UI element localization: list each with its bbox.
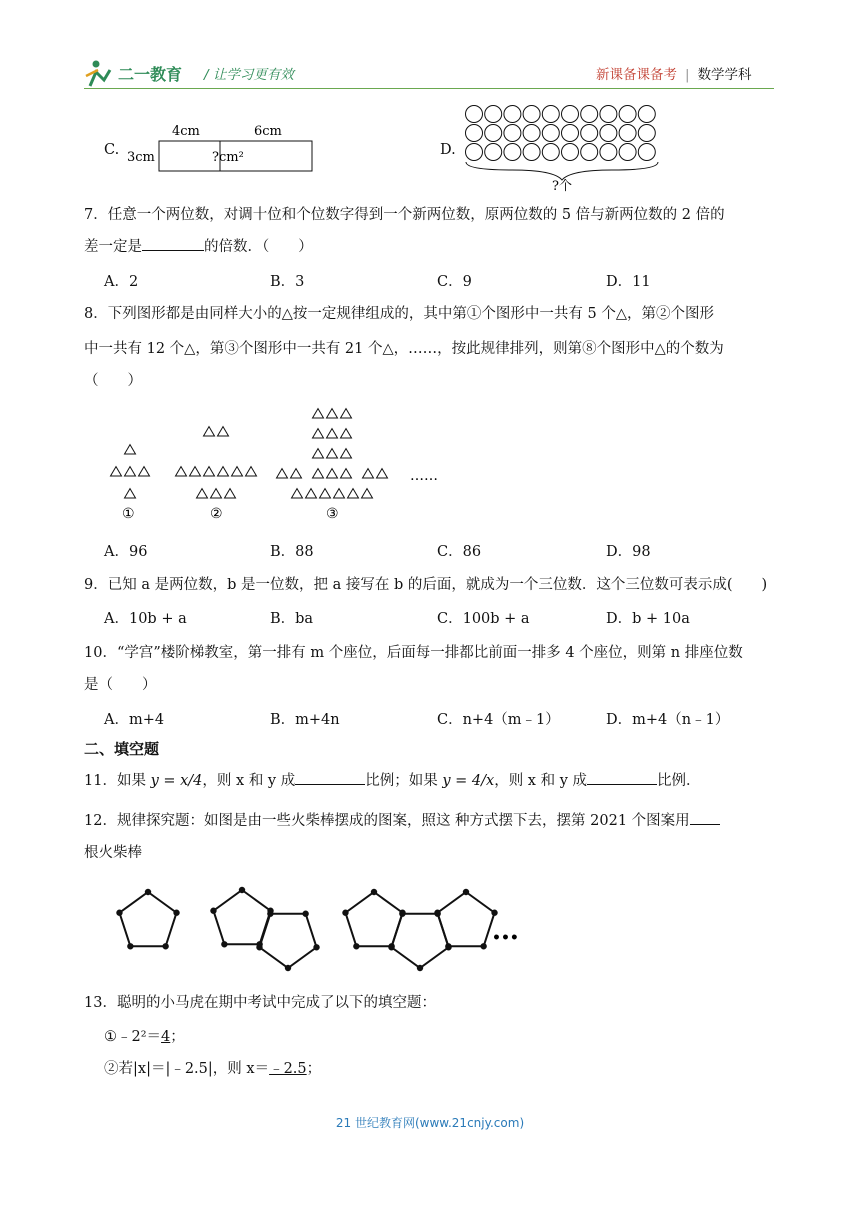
q12-matchstick-joint xyxy=(173,910,179,916)
q9-option-d: D．b + 10a xyxy=(606,611,690,627)
q6-d-circle xyxy=(562,144,579,161)
q12-matchstick-joint xyxy=(221,941,227,947)
q12-matchstick-joint xyxy=(388,944,394,950)
q6-d-circle xyxy=(523,125,540,142)
q6-d-circle xyxy=(600,125,617,142)
q6-d-circle xyxy=(619,125,636,142)
logo-text: 二一教育 xyxy=(118,65,183,84)
q8-triangle xyxy=(341,429,352,438)
q12-matchstick-joint xyxy=(463,889,469,895)
q6-d-circle xyxy=(485,125,502,142)
q6-d-circle xyxy=(638,106,655,123)
q6-d-circle xyxy=(562,125,579,142)
q8-triangle xyxy=(320,489,331,498)
q12-matchstick-figures xyxy=(108,880,528,976)
q12-matchstick-joint xyxy=(491,910,497,916)
q7-option-b: B．3 xyxy=(270,274,305,290)
q8-triangle xyxy=(197,489,208,498)
q8-triangle xyxy=(211,489,222,498)
q8-triangle xyxy=(362,489,373,498)
q13-item-2-answer: ﹣2.5 xyxy=(269,1061,307,1077)
q8-triangle-figures xyxy=(100,402,470,530)
q9-option-a: A．10b + a xyxy=(104,611,187,627)
q7-option-d: D．11 xyxy=(606,274,651,290)
q8-option-d: D．98 xyxy=(606,544,651,560)
q6-d-circle xyxy=(466,106,483,123)
q12-matchstick-joint xyxy=(267,911,273,917)
q11-equation-1: y = x/4 xyxy=(150,773,203,789)
q13-item-2-label: ②若|x|＝|﹣2.5|，则 x＝ xyxy=(104,1061,270,1077)
q7-line-1: 7．任意一个两位数，对调十位和个位数字得到一个新两位数，原两位数的 5 倍与新两位数的 2 倍的 xyxy=(84,207,725,223)
q12-pentagon xyxy=(213,890,270,944)
q6-d-circle xyxy=(562,106,579,123)
q8-triangle xyxy=(348,489,359,498)
q11-text-a: 11．如果 xyxy=(84,773,146,789)
q8-triangle xyxy=(232,467,243,476)
q12-text: 12．规律探究题：如图是由一些火柴棒摆成的图案，照这 种方式摆下去，摆第 2021 个图案用 xyxy=(84,813,690,829)
q11-text-c: 比例；如果 xyxy=(365,773,438,789)
section-title: 二、填空题 xyxy=(84,740,160,758)
q8-triangle xyxy=(341,409,352,418)
q6-d-circle xyxy=(581,106,598,123)
q8-triangle xyxy=(377,469,388,478)
q9-option-c: C．100b + a xyxy=(437,611,530,627)
q7-line-2 xyxy=(84,236,313,258)
q10-line-1: 10．“学宫”楼阶梯教室，第一排有 m 个座位，后面每一排都比前面一排多 4 个座位，则第 n 排座位数 xyxy=(84,645,743,661)
q12-matchstick-joint xyxy=(256,944,262,950)
q11-text-d: ，则 x 和 y 成 xyxy=(494,773,588,789)
q12-matchstick-joint xyxy=(145,889,151,895)
header-slogan: / 让学习更有效 xyxy=(204,67,294,83)
q13-line-1: 13．聪明的小马虎在期中考试中完成了以下的填空题： xyxy=(84,995,436,1011)
q13-item-1 xyxy=(104,1026,185,1048)
q8-triangle xyxy=(246,467,257,476)
q8-triangle xyxy=(306,489,317,498)
q8-triangle xyxy=(341,469,352,478)
q12-pentagon xyxy=(119,892,176,946)
q7-answer-blank xyxy=(142,236,204,251)
q7-option-a: A．2 xyxy=(104,274,139,290)
q7-option-c: C．9 xyxy=(437,274,472,290)
q8-triangle xyxy=(341,449,352,458)
q6-d-brace-label: ?个 xyxy=(552,179,572,192)
q8-triangle xyxy=(313,429,324,438)
header-separator: | xyxy=(685,67,690,83)
q7-text-a: 差一定是 xyxy=(84,239,142,255)
q8-triangle xyxy=(313,409,324,418)
q11-blank-2 xyxy=(587,770,657,785)
q8-triangle xyxy=(125,445,136,454)
q8-triangle xyxy=(125,467,136,476)
q12-line-1 xyxy=(84,810,720,832)
q8-triangle xyxy=(277,469,288,478)
q8-line-1: 8．下列图形都是由同样大小的△按一定规律组成的，其中第①个图形中一共有 5 个△，第②个图形 xyxy=(84,306,714,322)
q6-c-top-label-1: 4cm xyxy=(172,124,200,139)
q6-d-circle xyxy=(523,106,540,123)
q8-line-3: （ ） xyxy=(84,373,142,389)
q13-item-2-end: ； xyxy=(306,1061,322,1077)
q8-option-c: C．86 xyxy=(437,544,482,560)
q8-triangle xyxy=(327,469,338,478)
q10-option-d: D．m+4（n﹣1） xyxy=(606,712,730,728)
q8-figure-label-3: ③ xyxy=(326,506,339,522)
q12-matchstick-joint xyxy=(210,908,216,914)
q11-line xyxy=(84,770,701,792)
q8-triangle xyxy=(327,409,338,418)
q12-matchstick-joint xyxy=(445,943,451,949)
q12-matchstick-joint xyxy=(371,889,377,895)
q6-d-circle xyxy=(619,106,636,123)
q8-triangle xyxy=(292,489,303,498)
q6-d-circle xyxy=(523,144,540,161)
footer-text: 21 世纪教育网(www.21cnjy.com) xyxy=(335,1116,525,1130)
q6-d-circle xyxy=(542,106,559,123)
header-rule xyxy=(84,88,774,89)
header-subject: 数学学科 xyxy=(697,67,752,83)
q10-option-b: B．m+4n xyxy=(270,712,340,728)
q12-pentagon xyxy=(437,892,494,946)
q6-d-circle xyxy=(542,125,559,142)
q8-triangle xyxy=(334,489,345,498)
q6-rectangle-figure xyxy=(124,118,324,178)
q8-triangle xyxy=(204,427,215,436)
q8-ellipsis: …… xyxy=(410,468,438,484)
q6-d-circle xyxy=(485,144,502,161)
q9-line-1: 9．已知 a 是两位数，b 是一位数，把 a 接写在 b 的后面，就成为一个三位数．这个三位数可表示成( ) xyxy=(84,577,768,593)
q11-equation-2: y = 4/x xyxy=(442,773,495,789)
q6-d-circle xyxy=(600,106,617,123)
q10-option-a: A．m+4 xyxy=(104,712,165,728)
q8-triangle xyxy=(327,429,338,438)
header-title: 新课备课备考 xyxy=(596,67,677,83)
q6-d-circle xyxy=(504,144,521,161)
q6-option-c-label: C. xyxy=(104,142,120,158)
q6-d-circle xyxy=(504,106,521,123)
q6-d-circle xyxy=(466,144,483,161)
q6-d-circle xyxy=(581,144,598,161)
q6-d-circle xyxy=(638,144,655,161)
q8-triangle xyxy=(291,469,302,478)
q12-pentagon xyxy=(259,914,316,968)
q8-figure-label-2: ② xyxy=(210,506,223,522)
q12-matchstick-joint xyxy=(302,911,308,917)
q12-ellipsis: ••• xyxy=(492,930,519,946)
q8-triangle xyxy=(313,449,324,458)
q8-triangle xyxy=(363,469,374,478)
q6-d-circle xyxy=(542,144,559,161)
q12-matchstick-joint xyxy=(162,943,168,949)
q13-item-2 xyxy=(104,1058,321,1080)
q8-triangle xyxy=(225,489,236,498)
q12-matchstick-joint xyxy=(239,887,245,893)
q12-matchstick-joint xyxy=(480,943,486,949)
q11-text-b: ，则 x 和 y 成 xyxy=(202,773,296,789)
q8-option-a: A．96 xyxy=(104,544,148,560)
logo-image xyxy=(84,58,189,90)
q8-figure-label-1: ① xyxy=(122,506,135,522)
header-right xyxy=(596,63,752,83)
q8-line-2: 中一共有 12 个△，第③个图形中一共有 21 个△，……，按此规律排列，则第⑧个图形中△的个数为 xyxy=(84,341,724,357)
q8-triangle xyxy=(327,449,338,458)
q13-item-1-label: ①﹣2²＝ xyxy=(104,1029,162,1045)
q8-triangle xyxy=(218,467,229,476)
q11-blank-1 xyxy=(295,770,365,785)
q6-c-side-label: 3cm xyxy=(127,150,155,165)
q8-triangle xyxy=(176,467,187,476)
q7-text-b: 的倍数．（ ） xyxy=(204,239,313,255)
q12-matchstick-joint xyxy=(417,965,423,971)
q12-line-2: 根火柴棒 xyxy=(84,845,142,861)
q12-matchstick-joint xyxy=(342,910,348,916)
q6-option-d-label: D. xyxy=(440,142,456,158)
q6-d-circle xyxy=(485,106,502,123)
q6-d-circle xyxy=(581,125,598,142)
q6-c-center-label: ?cm² xyxy=(212,150,244,165)
q8-triangle xyxy=(125,489,136,498)
q12-matchstick-joint xyxy=(285,965,291,971)
q6-circles-figure xyxy=(462,102,674,192)
q10-option-c: C．n+4（m﹣1） xyxy=(437,712,560,728)
q12-matchstick-joint xyxy=(434,910,440,916)
q8-triangle xyxy=(111,467,122,476)
q9-option-b: B．ba xyxy=(270,611,314,627)
q6-d-circle xyxy=(504,125,521,142)
q13-item-1-answer: 4 xyxy=(161,1029,171,1045)
q6-d-circle xyxy=(466,125,483,142)
q8-triangle xyxy=(204,467,215,476)
q8-triangle xyxy=(139,467,150,476)
q8-triangle xyxy=(218,427,229,436)
q6-c-top-label-2: 6cm xyxy=(254,124,282,139)
q12-matchstick-joint xyxy=(116,910,122,916)
q8-option-b: B．88 xyxy=(270,544,314,560)
q6-d-circle xyxy=(619,144,636,161)
q12-matchstick-joint xyxy=(313,944,319,950)
q8-triangle xyxy=(190,467,201,476)
q8-triangle xyxy=(313,469,324,478)
q10-line-2: 是（ ） xyxy=(84,677,157,693)
q13-item-1-end: ； xyxy=(170,1029,185,1045)
q11-text-e: 比例． xyxy=(657,773,701,789)
q6-d-circle xyxy=(600,144,617,161)
q12-blank xyxy=(690,810,720,825)
q12-matchstick-joint xyxy=(127,943,133,949)
q12-matchstick-joint xyxy=(399,911,405,917)
q12-matchstick-joint xyxy=(353,943,359,949)
q6-d-circle xyxy=(638,125,655,142)
